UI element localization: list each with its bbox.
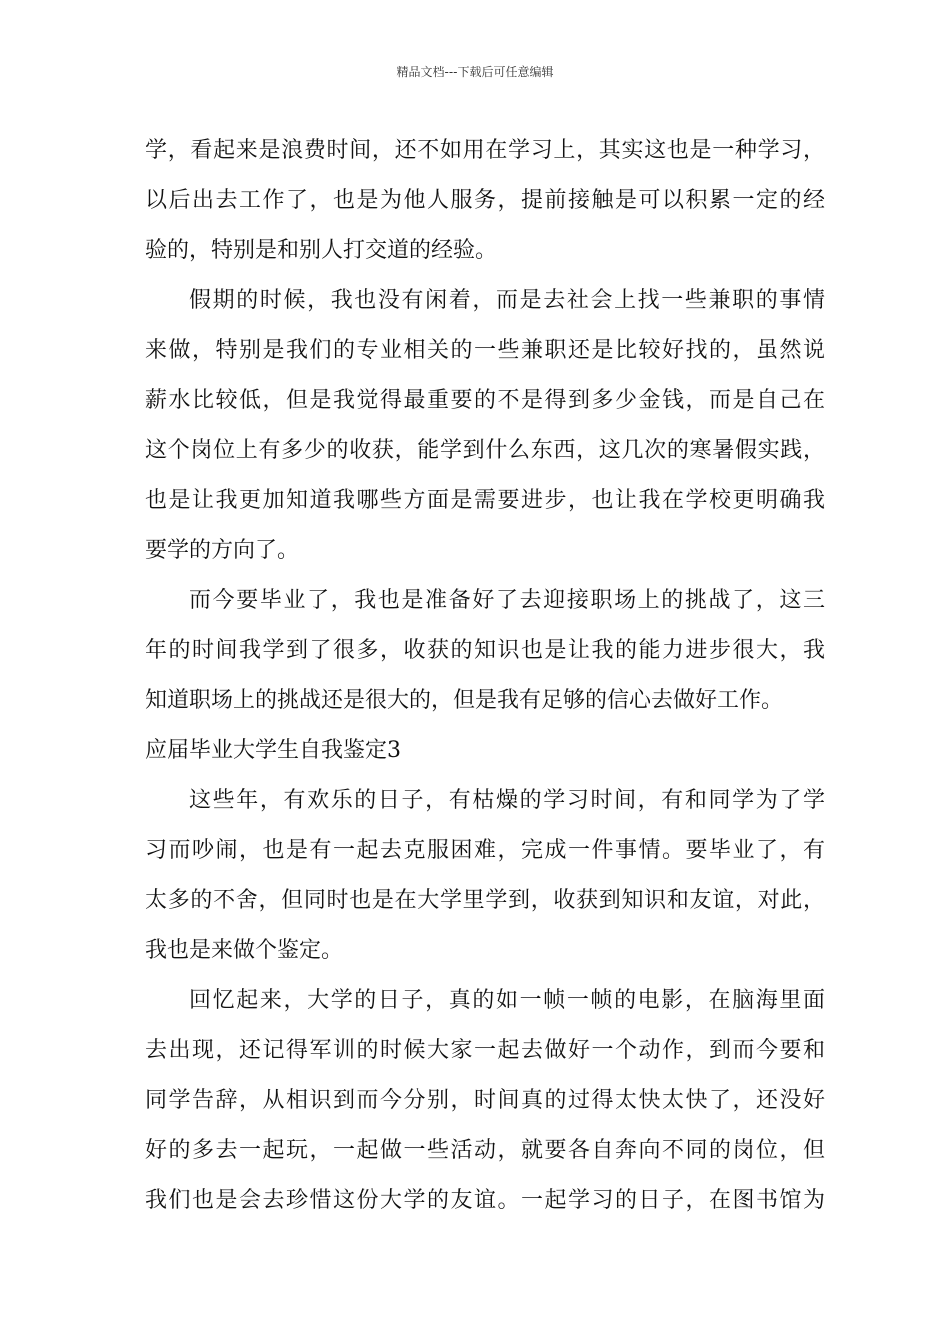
text-line: 要学的方向了。 — [145, 538, 300, 563]
text-line: 以后出去工作了，也是为他人服务，提前接触是可以积累一定的经 — [145, 188, 825, 213]
text-line: 薪水比较低，但是我觉得最重要的不是得到多少金钱，而是自己在 — [145, 388, 825, 413]
document-body — [145, 126, 825, 1226]
text-line: 知道职场上的挑战还是很大的，但是我有足够的信心去做好工作。 — [145, 688, 784, 713]
text-line: 这个岗位上有多少的收获，能学到什么东西，这几次的寒暑假实践， — [145, 438, 825, 463]
text-line: 我们也是会去珍惜这份大学的友谊。一起学习的日子，在图书馆为 — [145, 1188, 825, 1213]
text-line: 也是让我更加知道我哪些方面是需要进步，也让我在学校更明确我 — [145, 488, 825, 513]
text-line: 来做，特别是我们的专业相关的一些兼职还是比较好找的，虽然说 — [145, 338, 825, 363]
text-line: 验的，特别是和别人打交道的经验。 — [145, 238, 498, 263]
text-line: 去出现，还记得军训的时候大家一起去做好一个动作，到而今要和 — [145, 1038, 825, 1063]
text-line: 假期的时候，我也没有闲着，而是去社会上找一些兼职的事情 — [189, 288, 825, 313]
text-line: 太多的不舍，但同时也是在大学里学到，收获到知识和友谊，对此， — [145, 888, 825, 913]
text-line: 同学告辞，从相识到而今分别，时间真的过得太快太快了，还没好 — [145, 1088, 825, 1113]
text-line: 好的多去一起玩，一起做一些活动，就要各自奔向不同的岗位，但 — [145, 1138, 825, 1163]
text-line: 而今要毕业了，我也是准备好了去迎接职场上的挑战了，这三 — [189, 588, 825, 613]
text-line: 回忆起来，大学的日子，真的如一帧一帧的电影，在脑海里面 — [189, 988, 825, 1013]
text-line: 学，看起来是浪费时间，还不如用在学习上，其实这也是一种学习， — [145, 138, 825, 163]
text-line: 年的时间我学到了很多，收获的知识也是让我的能力进步很大，我 — [145, 638, 825, 663]
text-line: 我也是来做个鉴定。 — [145, 938, 344, 963]
section-heading: 应届毕业大学生自我鉴定3 — [145, 738, 401, 763]
text-line: 这些年，有欢乐的日子，有枯燥的学习时间，有和同学为了学 — [189, 788, 825, 813]
page-header: 精品文档---下载后可任意编辑 — [396, 65, 554, 79]
text-line: 习而吵闹，也是有一起去克服困难，完成一件事情。要毕业了，有 — [145, 838, 825, 863]
